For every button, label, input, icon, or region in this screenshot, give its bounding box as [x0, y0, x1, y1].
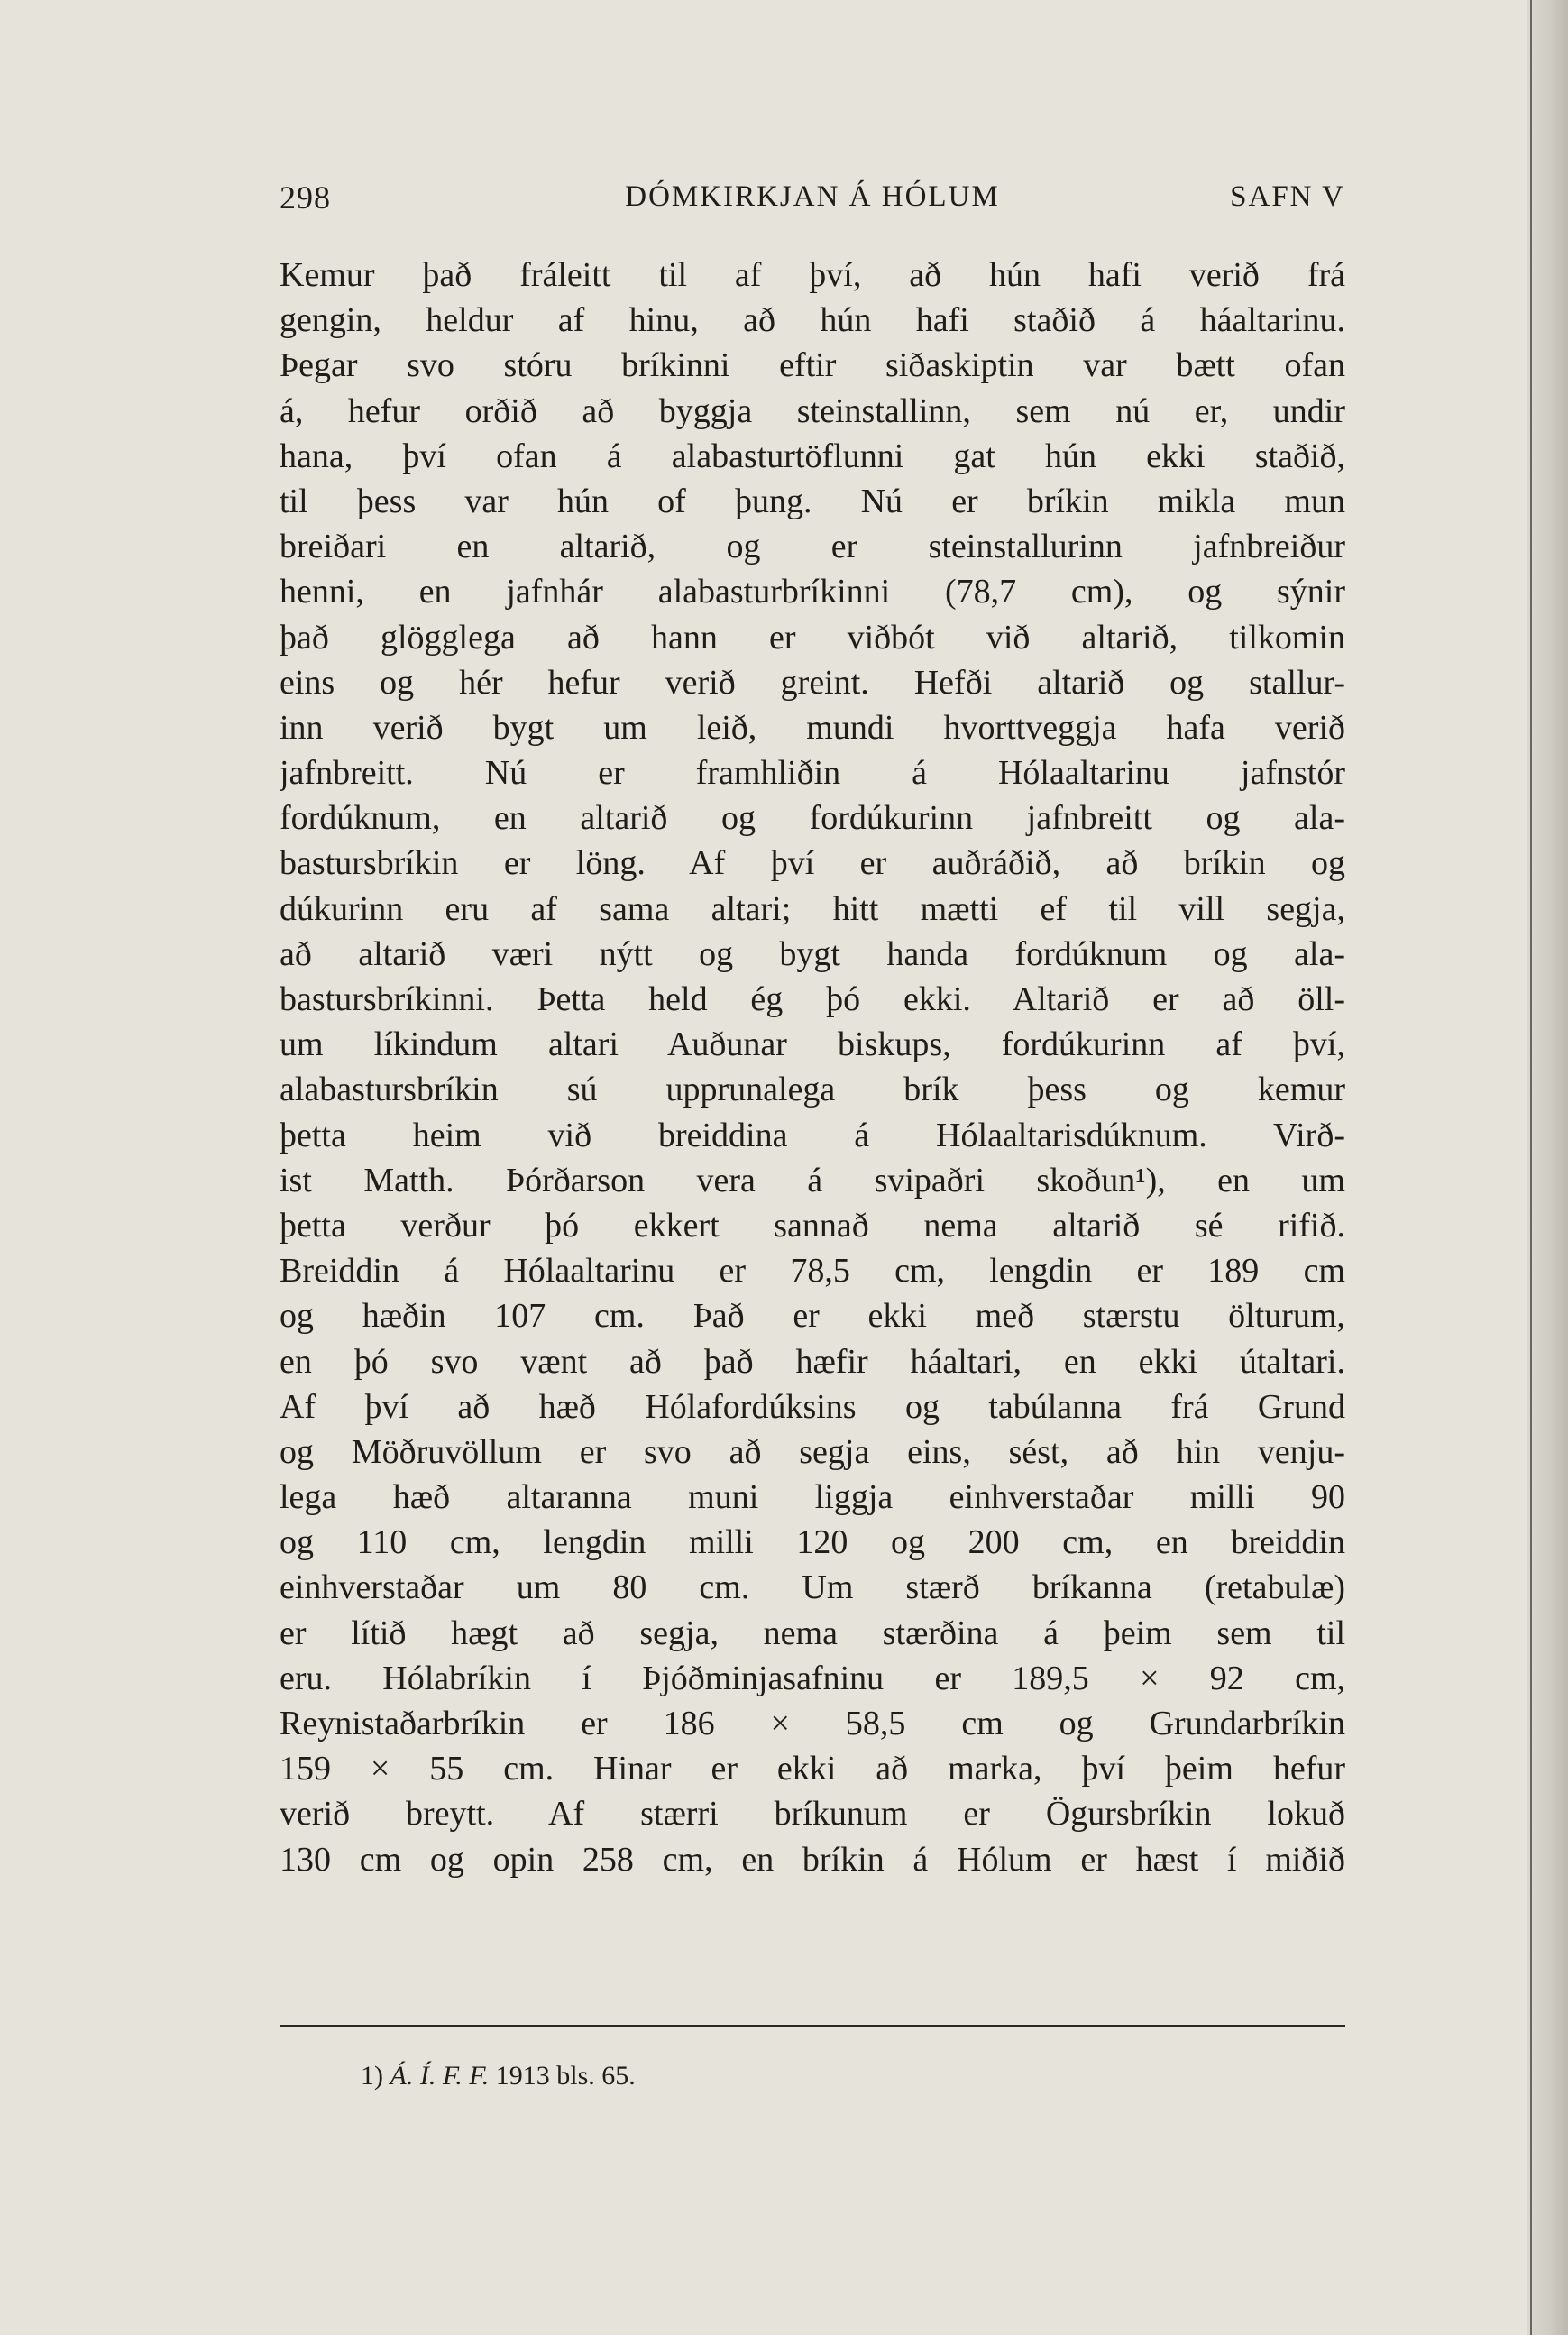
footnote-source: Á. Í. F. F.: [390, 2061, 490, 2091]
text-line: lega hæð altaranna muni liggja einhverstaðar milli 90: [280, 1478, 1345, 1517]
text-line: fordúknum, en altarið og fordúkurinn jafnbreitt og ala-: [280, 799, 1345, 838]
text-line: og 110 cm, lengdin milli 120 og 200 cm, en breiddin: [280, 1523, 1345, 1562]
text-line: henni, en jafnhár alabasturbríkinni (78,7 cm), og sýnir: [280, 573, 1345, 611]
text-line: hana, því ofan á alabasturtöflunni gat hún ekki staðið,: [280, 437, 1345, 475]
text-line: breiðari en altarið, og er steinstallurinn jafnbreiður: [280, 528, 1345, 566]
text-line: inn verið bygt um leið, mundi hvorttveggja hafa verið: [280, 708, 1345, 747]
text-line: á, hefur orðið að byggja steinstallinn, sem nú er, undir: [280, 391, 1345, 430]
text-line: ist Matth. Þórðarson vera á svipaðri skoðun¹), en um: [280, 1161, 1345, 1200]
text-line: jafnbreitt. Nú er framhliðin á Hólaaltarinu jafnstór: [280, 754, 1345, 793]
footnote: [361, 2061, 636, 2091]
footnote-divider: [280, 2025, 1345, 2027]
page-edge-line: [1530, 0, 1532, 2335]
text-line: það glögglega að hann er viðbót við altarið, tilkomin: [280, 618, 1345, 657]
text-line: einhverstaðar um 80 cm. Um stærð bríkanna (retabulæ): [280, 1568, 1345, 1607]
text-line: bastursbríkin er löng. Af því er auðráðið, að bríkin og: [280, 844, 1345, 883]
text-line: þetta heim við breiddina á Hólaaltarisdúknum. Virð-: [280, 1116, 1345, 1154]
text-line: Þegar svo stóru bríkinni eftir siðaskiptin var bætt ofan: [280, 346, 1345, 385]
text-line: er lítið hægt að segja, nema stærðina á þeim sem til: [280, 1613, 1345, 1652]
text-line: 159 × 55 cm. Hinar er ekki að marka, því þeim hefur: [280, 1750, 1345, 1788]
text-line: að altarið væri nýtt og bygt handa fordúknum og ala-: [280, 934, 1345, 973]
running-title: DÓMKIRKJAN Á HÓLUM: [625, 180, 1000, 213]
footnote-reference: 1913 bls. 65.: [495, 2061, 636, 2091]
text-line: Reynistaðarbríkin er 186 × 58,5 cm og Grundarbríkin: [280, 1705, 1345, 1742]
text-line: 130 cm og opin 258 cm, en bríkin á Hólum er hæst í miðið: [280, 1840, 1345, 1879]
text-line: þetta verður þó ekkert sannað nema altarið sé rifið.: [280, 1206, 1345, 1245]
text-line: verið breytt. Af stærri bríkunum er Ögursbríkin lokuð: [280, 1795, 1345, 1834]
page-number: 298: [280, 179, 331, 216]
footnote-marker: 1): [361, 2061, 383, 2091]
text-line: Af því að hæð Hólafordúksins og tabúlanna frá Grund: [280, 1387, 1345, 1426]
running-header: [280, 179, 1345, 224]
text-line: til þess var hún of þung. Nú er bríkin mikla mun: [280, 482, 1345, 520]
text-line: Breiddin á Hólaaltarinu er 78,5 cm, lengdin er 189 cm: [280, 1252, 1345, 1291]
text-line: og Möðruvöllum er svo að segja eins, sést, að hin venju-: [280, 1432, 1345, 1471]
text-line: um líkindum altari Auðunar biskups, fordúkurinn af því,: [280, 1025, 1345, 1064]
text-line: en þó svo vænt að það hæfir háaltari, en ekki útaltari.: [280, 1342, 1345, 1381]
text-line: dúkurinn eru af sama altari; hitt mætti ef til vill segja,: [280, 889, 1345, 928]
text-line: eins og hér hefur verið greint. Hefði altarið og stallur-: [280, 663, 1345, 702]
text-line: alabastursbríkin sú upprunalega brík þess og kemur: [280, 1071, 1345, 1109]
series-label: SAFN V: [1230, 180, 1345, 213]
page-edge: [1527, 0, 1568, 2335]
text-line: og hæðin 107 cm. Það er ekki með stærstu ölturum,: [280, 1297, 1345, 1336]
text-line: Kemur það fráleitt til af því, að hún hafi verið frá: [280, 256, 1345, 294]
text-line: gengin, heldur af hinu, að hún hafi staðið á háaltarinu.: [280, 301, 1345, 340]
body-text: [280, 253, 1345, 1882]
text-line: bastursbríkinni. Þetta held ég þó ekki. Altarið er að öll-: [280, 980, 1345, 1018]
text-line: eru. Hólabríkin í Þjóðminjasafninu er 189,5 × 92 cm,: [280, 1659, 1345, 1697]
